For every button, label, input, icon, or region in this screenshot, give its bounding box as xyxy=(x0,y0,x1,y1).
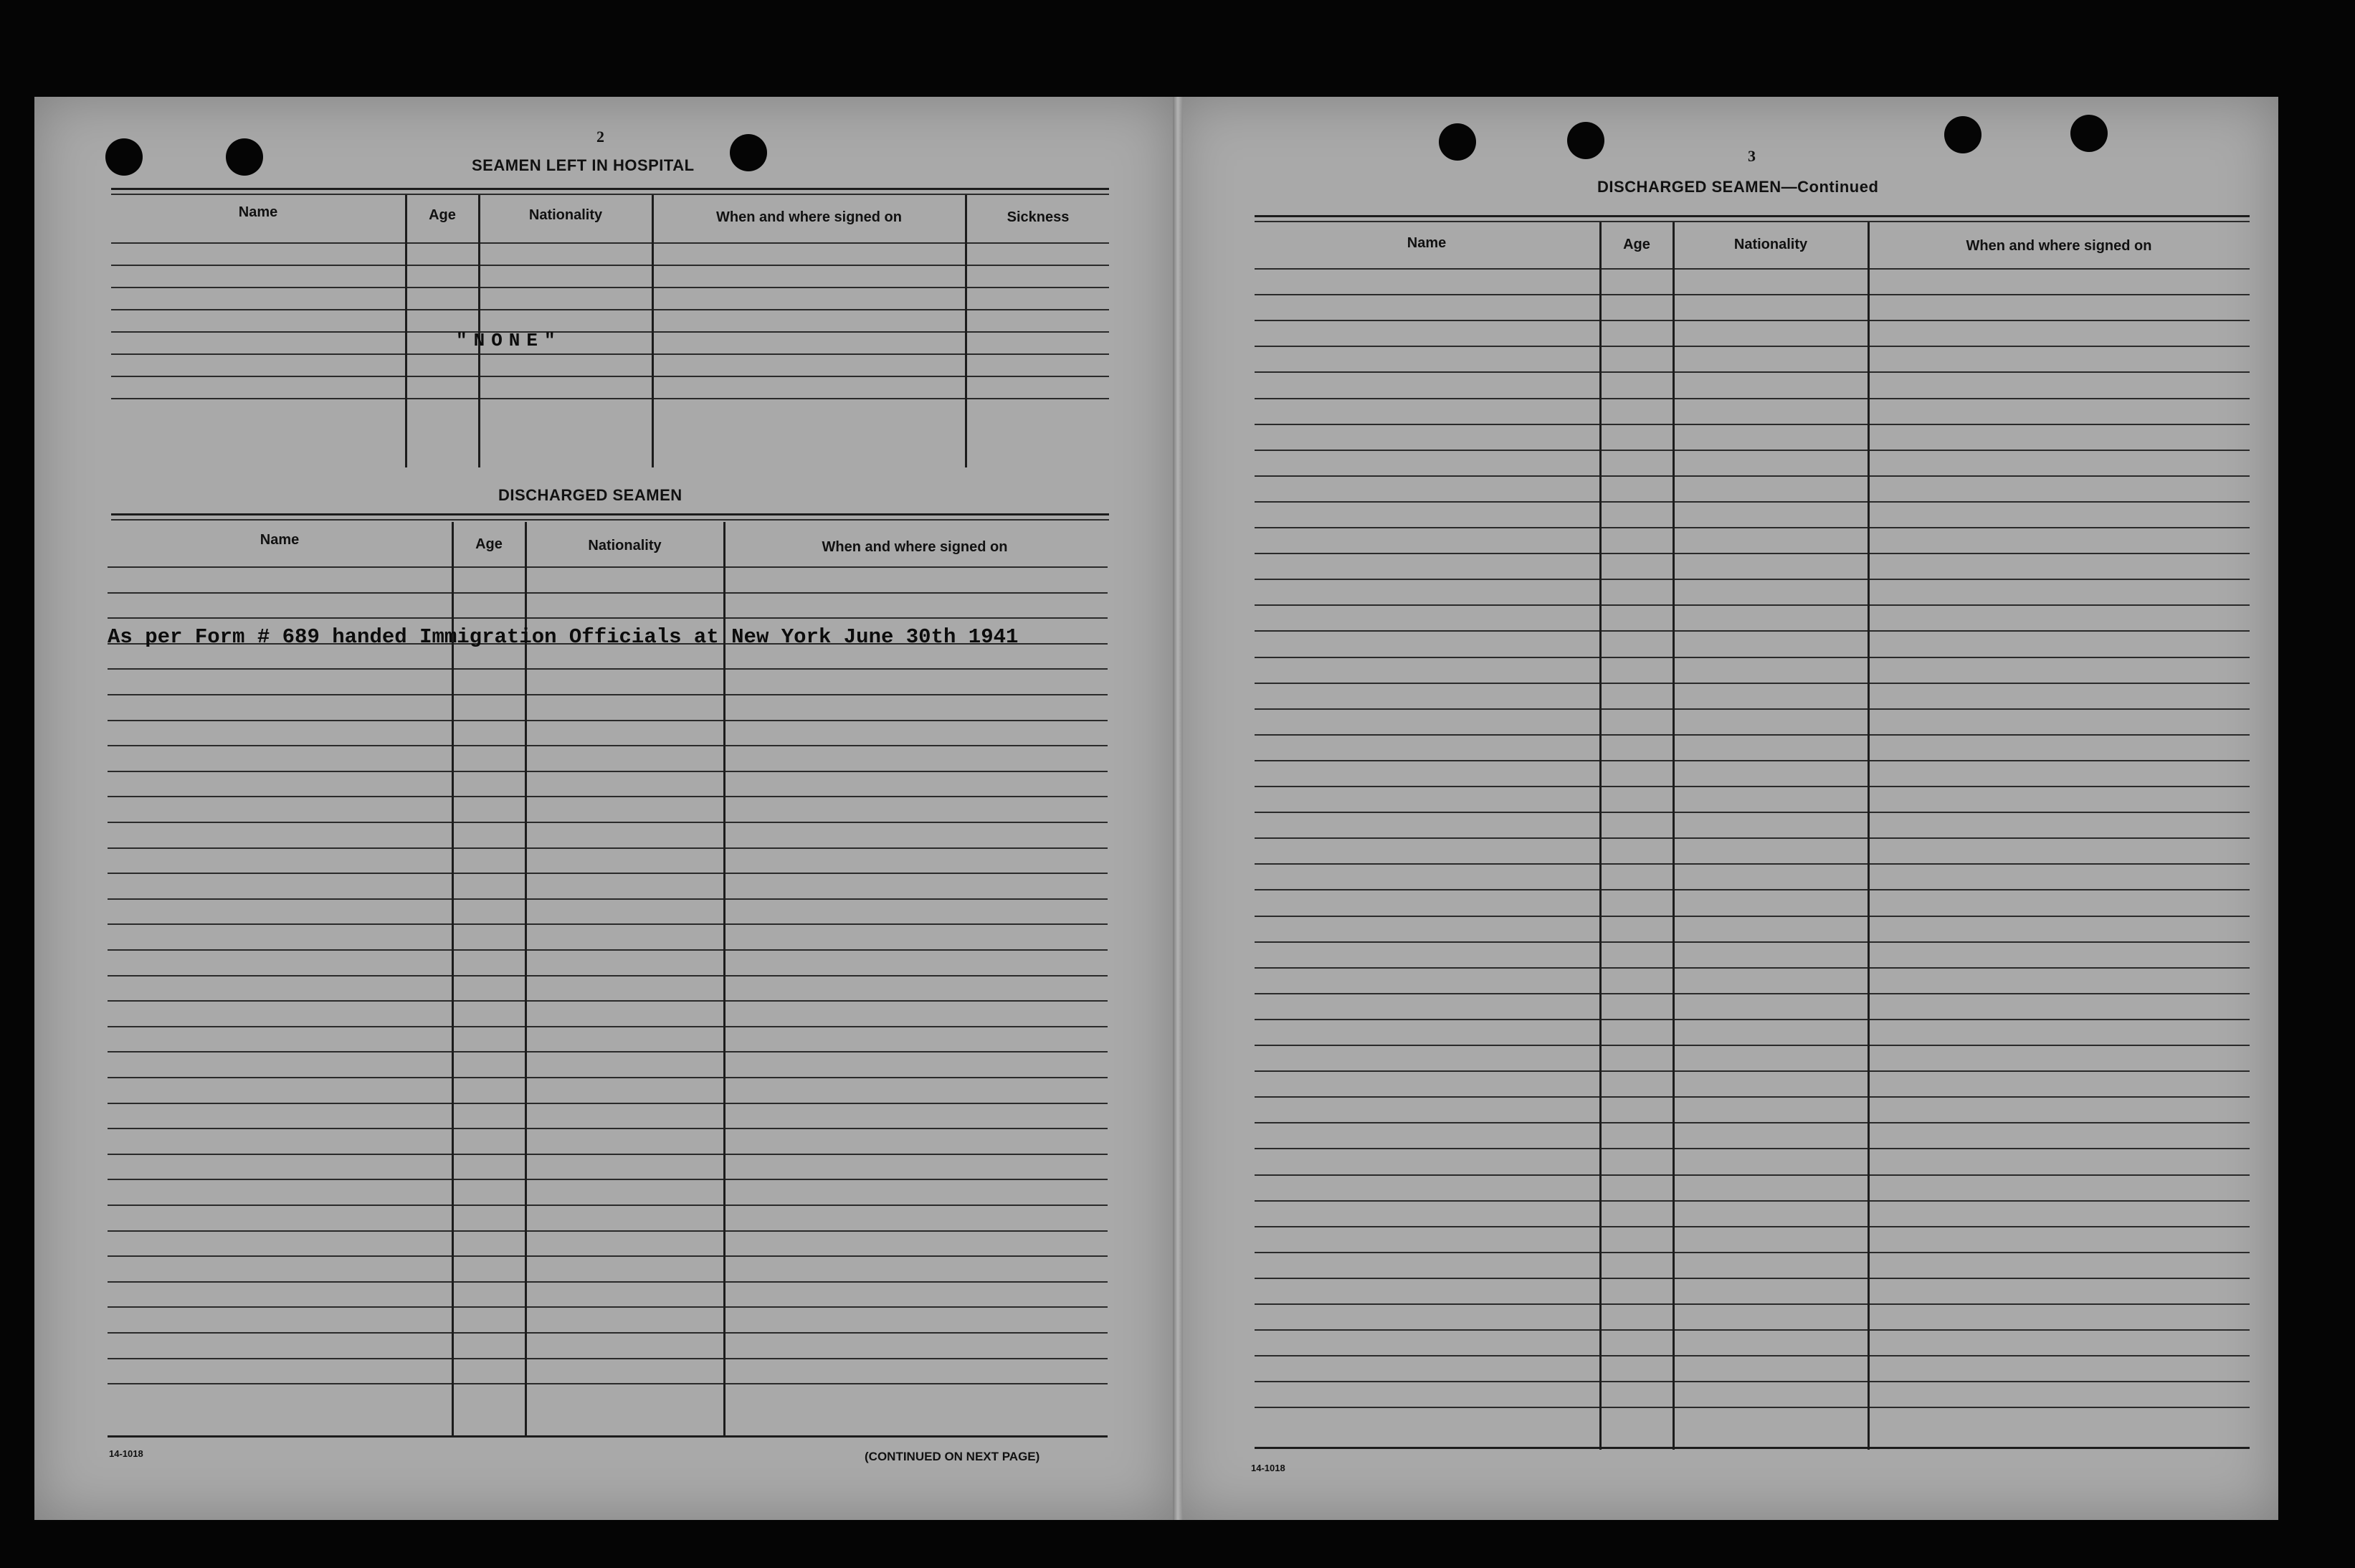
ruled-line xyxy=(1255,553,2250,554)
ruled-line xyxy=(108,1230,1108,1232)
ruled-line xyxy=(108,1306,1108,1308)
column-header-sickness: Sickness xyxy=(1007,209,1070,225)
ruled-line xyxy=(108,1383,1108,1384)
punch-hole xyxy=(1944,116,1981,153)
ruled-line xyxy=(1255,1070,2250,1072)
form-number: 14-1018 xyxy=(109,1448,143,1459)
column-divider xyxy=(405,195,407,467)
ruled-line xyxy=(1255,424,2250,425)
ruled-line xyxy=(1255,760,2250,761)
column-header-when-where: When and where signed on xyxy=(1966,238,2152,254)
ruled-line xyxy=(1255,993,2250,994)
column-divider xyxy=(1673,222,1675,1450)
ruled-line xyxy=(1255,967,2250,969)
ruled-line xyxy=(1255,1407,2250,1408)
page-number: 2 xyxy=(596,128,604,146)
ruled-line xyxy=(1255,1329,2250,1331)
ruled-line xyxy=(1255,398,2250,399)
ruled-line xyxy=(108,1051,1108,1053)
continued-note: (CONTINUED ON NEXT PAGE) xyxy=(865,1450,1040,1463)
ruled-line xyxy=(1255,1148,2250,1149)
column-header-when-where: When and where signed on xyxy=(822,539,1008,555)
ruled-line xyxy=(108,847,1108,849)
table-bottom-rule xyxy=(108,1435,1108,1438)
ruled-line xyxy=(1255,320,2250,321)
ruled-line xyxy=(108,923,1108,925)
ruled-line xyxy=(111,331,1109,333)
ruled-line xyxy=(1255,941,2250,943)
ruled-line xyxy=(108,1204,1108,1206)
ruled-line xyxy=(1255,346,2250,347)
column-header-age: Age xyxy=(429,207,456,223)
punch-hole xyxy=(1439,123,1476,161)
ruled-line xyxy=(1255,683,2250,684)
ruled-line xyxy=(108,566,1108,568)
column-header-when-where: When and where signed on xyxy=(716,209,902,225)
table-top-rule xyxy=(1255,221,2250,222)
ruled-line xyxy=(108,898,1108,900)
punch-hole xyxy=(2070,115,2108,152)
table-top-rule xyxy=(111,188,1109,190)
ruled-line xyxy=(1255,527,2250,528)
ruled-line xyxy=(1255,294,2250,295)
column-header-age: Age xyxy=(475,536,503,552)
ruled-line xyxy=(1255,837,2250,839)
ruled-line xyxy=(111,398,1109,399)
punch-hole xyxy=(105,138,143,176)
ruled-line xyxy=(108,1103,1108,1104)
ruled-line xyxy=(108,592,1108,594)
ruled-line xyxy=(1255,1096,2250,1098)
column-divider xyxy=(1868,222,1870,1450)
ruled-line xyxy=(108,745,1108,746)
ruled-line xyxy=(108,873,1108,874)
ruled-line xyxy=(108,1128,1108,1129)
right-page xyxy=(1174,97,2278,1520)
ruled-line xyxy=(1255,450,2250,451)
table-top-rule xyxy=(111,194,1109,195)
ruled-line xyxy=(111,265,1109,266)
discharged-section-title: DISCHARGED SEAMEN xyxy=(498,486,682,504)
ruled-line xyxy=(108,796,1108,797)
column-header-nationality: Nationality xyxy=(1733,237,1808,252)
column-divider xyxy=(723,522,725,1436)
discharged-continued-title: DISCHARGED SEAMEN—Continued xyxy=(1597,178,1879,196)
ruled-line xyxy=(108,1077,1108,1078)
ruled-line xyxy=(1255,734,2250,736)
ruled-line xyxy=(1255,812,2250,813)
ruled-line xyxy=(108,694,1108,695)
ruled-line xyxy=(1255,916,2250,917)
ruled-line xyxy=(111,376,1109,377)
hospital-section-title: SEAMEN LEFT IN HOSPITAL xyxy=(472,156,695,174)
ruled-line xyxy=(1255,1355,2250,1356)
ruled-line xyxy=(1255,630,2250,632)
column-divider xyxy=(452,522,454,1436)
ruled-line xyxy=(1255,371,2250,373)
ruled-line xyxy=(111,287,1109,288)
column-header-age: Age xyxy=(1623,237,1650,252)
column-header-name: Name xyxy=(260,532,300,548)
table-bottom-rule xyxy=(1255,1447,2250,1449)
ruled-line xyxy=(108,1154,1108,1155)
column-header-name: Name xyxy=(238,204,278,220)
ruled-line xyxy=(1255,889,2250,890)
ruled-line xyxy=(1255,1045,2250,1046)
ruled-line xyxy=(111,353,1109,355)
ruled-line xyxy=(1255,657,2250,658)
ruled-line xyxy=(1255,708,2250,710)
ruled-line xyxy=(1255,1122,2250,1123)
ruled-line xyxy=(108,771,1108,772)
ruled-line xyxy=(1255,1226,2250,1227)
ruled-line xyxy=(1255,863,2250,865)
ruled-line xyxy=(1255,1200,2250,1202)
ruled-line xyxy=(108,1179,1108,1180)
punch-hole xyxy=(730,134,767,171)
ruled-line xyxy=(111,242,1109,244)
page-fold xyxy=(1173,97,1183,1520)
punch-hole xyxy=(1567,122,1604,159)
ruled-line xyxy=(1255,1174,2250,1176)
ruled-line xyxy=(108,1026,1108,1027)
table-top-rule xyxy=(111,519,1109,521)
column-header-name: Name xyxy=(1407,235,1447,251)
typed-note-immigration: As per Form # 689 handed Immigration Officials at New York June 30th 1941 xyxy=(108,625,1019,649)
ruled-line xyxy=(111,309,1109,310)
column-divider xyxy=(525,522,527,1436)
ruled-line xyxy=(108,720,1108,721)
ruled-line xyxy=(108,975,1108,977)
ruled-line xyxy=(1255,268,2250,270)
punch-hole xyxy=(226,138,263,176)
ruled-line xyxy=(1255,1381,2250,1382)
column-divider xyxy=(965,195,967,467)
table-top-rule xyxy=(111,513,1109,515)
ruled-line xyxy=(1255,1278,2250,1279)
ruled-line xyxy=(108,1358,1108,1359)
ruled-line xyxy=(108,668,1108,670)
ruled-line xyxy=(1255,1019,2250,1020)
ruled-line xyxy=(1255,579,2250,580)
page-number: 3 xyxy=(1748,147,1756,165)
form-number: 14-1018 xyxy=(1251,1463,1285,1473)
ruled-line xyxy=(1255,1303,2250,1305)
ruled-line xyxy=(1255,1252,2250,1253)
column-divider xyxy=(1599,222,1602,1450)
ruled-line xyxy=(108,949,1108,951)
column-divider xyxy=(652,195,654,467)
ruled-line xyxy=(1255,501,2250,503)
ruled-line xyxy=(108,1255,1108,1257)
ruled-line xyxy=(108,822,1108,823)
ruled-line xyxy=(1255,475,2250,477)
typed-entry-none: "NONE" xyxy=(456,330,562,351)
ruled-line xyxy=(108,1000,1108,1002)
ruled-line xyxy=(108,617,1108,619)
column-header-nationality: Nationality xyxy=(528,207,603,223)
ruled-line xyxy=(108,1332,1108,1334)
ruled-line xyxy=(1255,604,2250,606)
ruled-line xyxy=(108,1281,1108,1283)
ruled-line xyxy=(1255,786,2250,787)
column-header-nationality: Nationality xyxy=(588,538,662,553)
table-top-rule xyxy=(1255,215,2250,217)
